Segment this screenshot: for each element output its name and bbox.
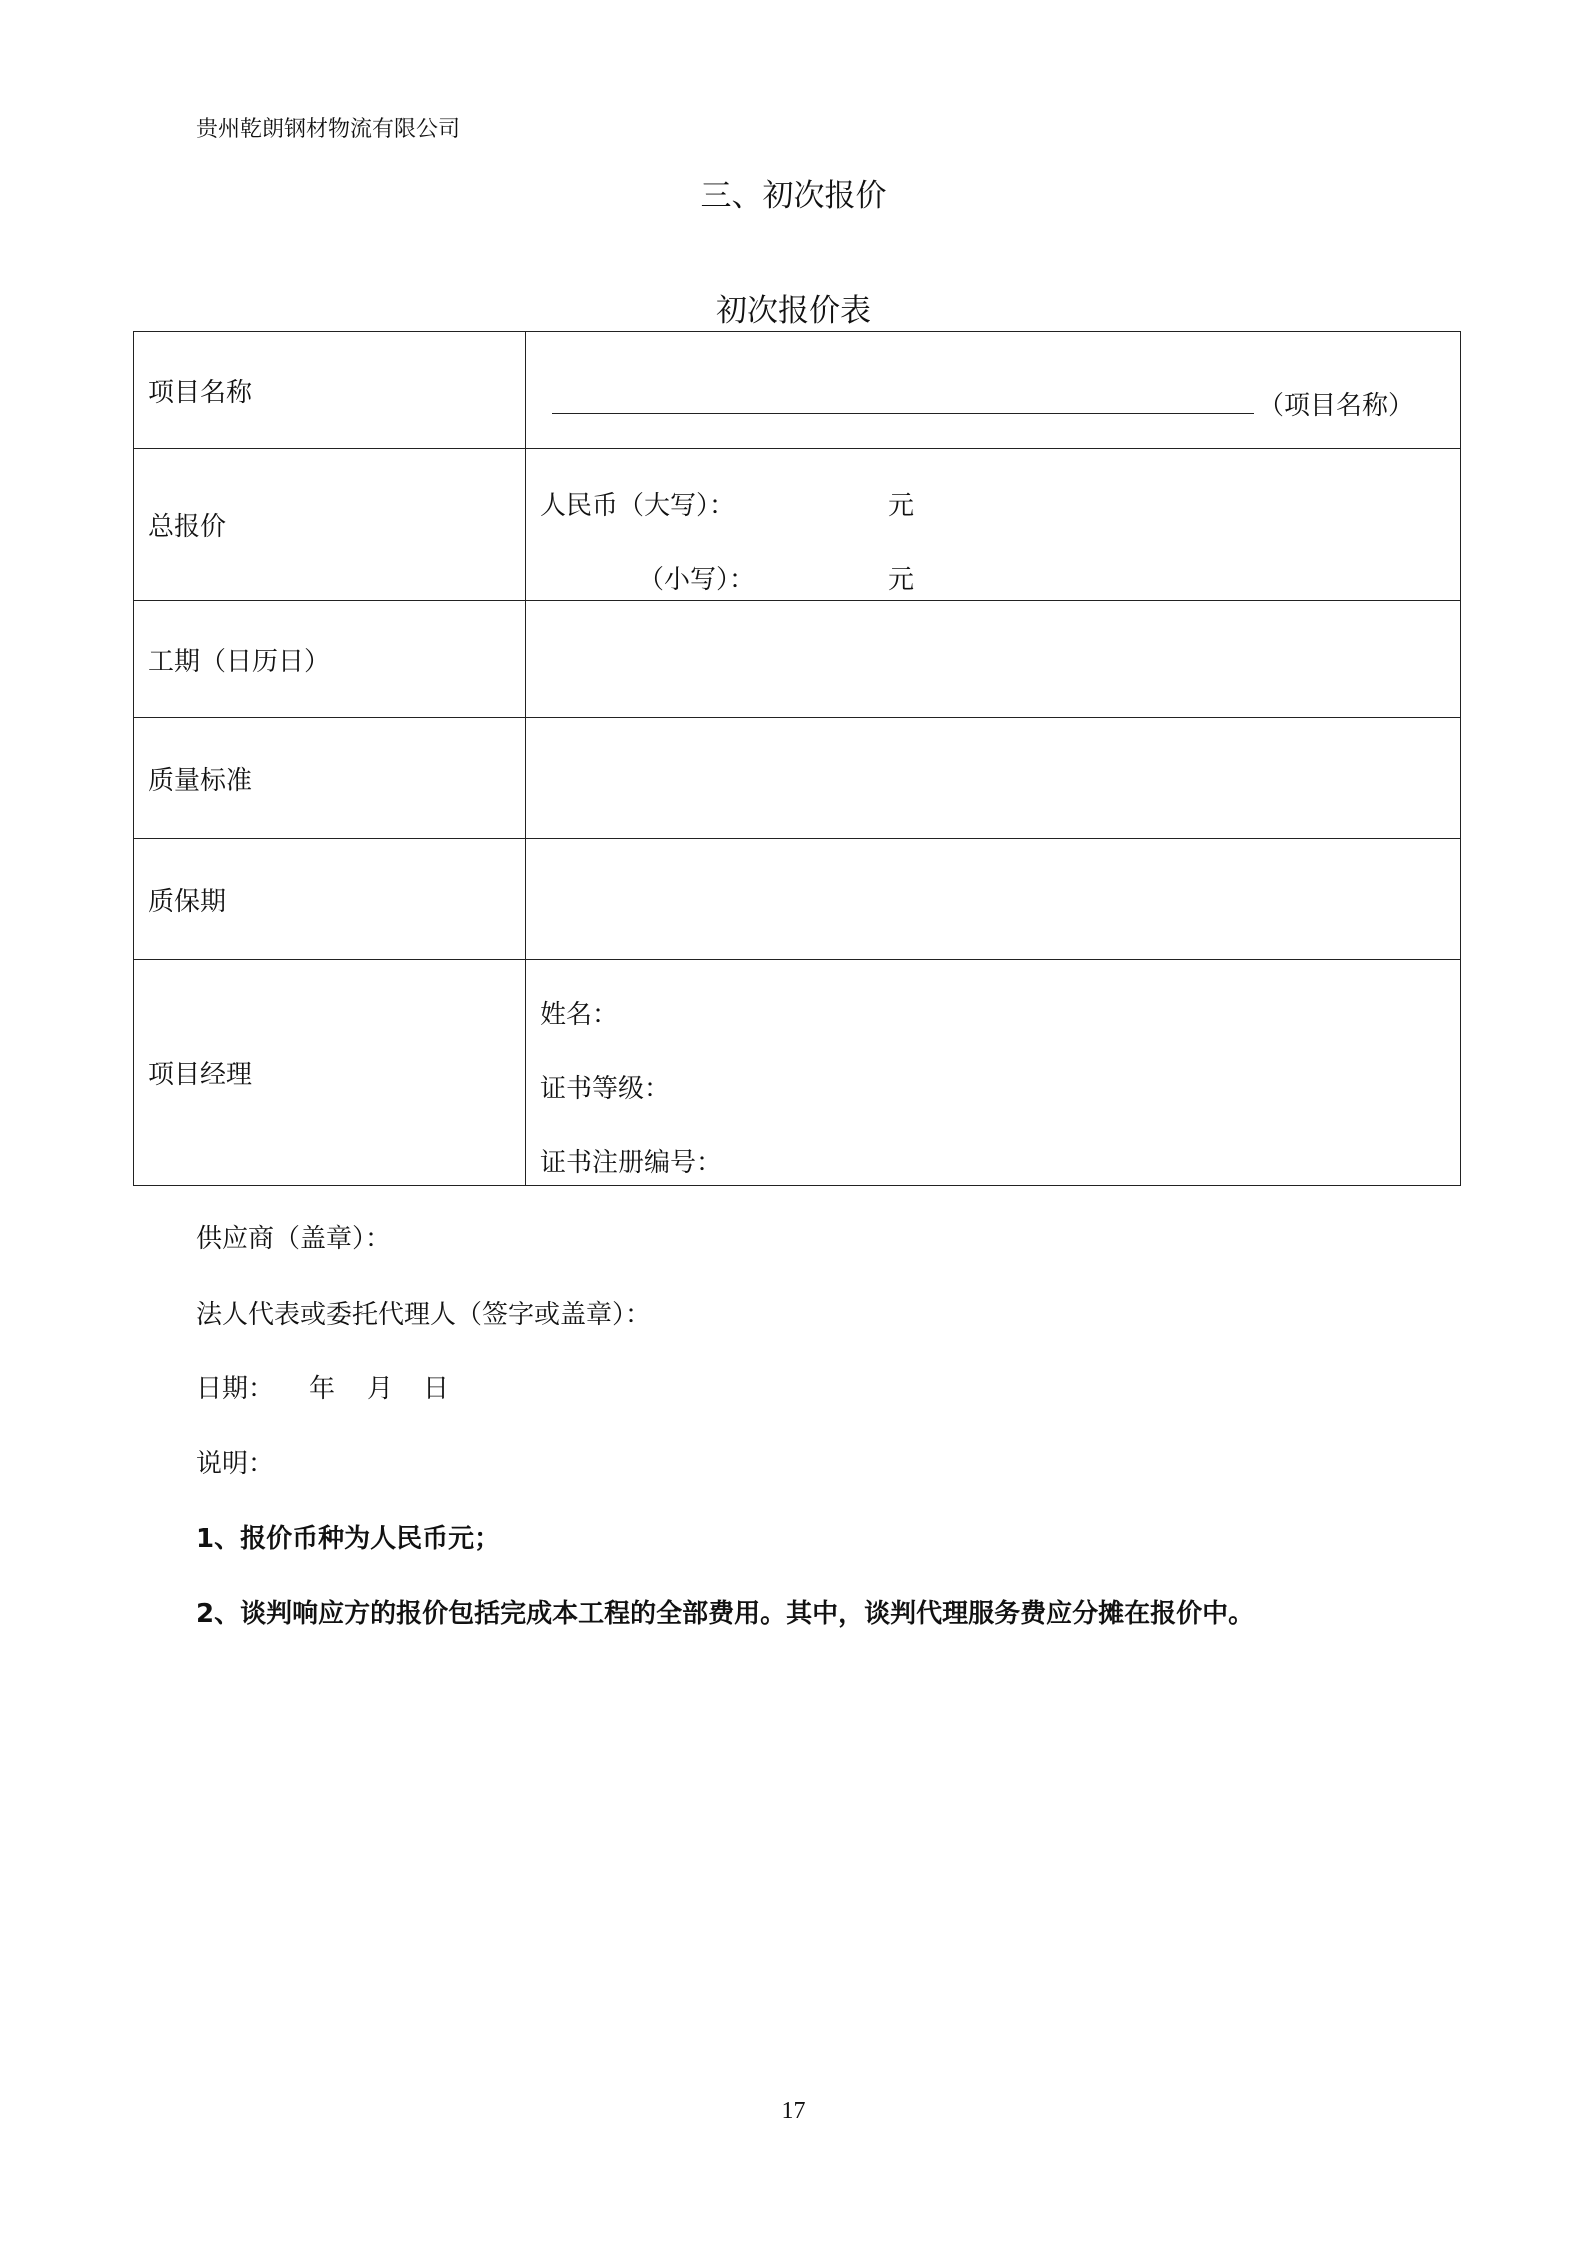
warranty-label: 质保期	[134, 839, 526, 960]
table-title: 初次报价表	[716, 293, 871, 329]
manager-label: 项目经理	[134, 960, 526, 1186]
date-year: 年	[309, 1374, 336, 1404]
project-name-cell	[526, 332, 1461, 449]
date-day: 日	[423, 1374, 450, 1404]
table-row	[134, 960, 1461, 1186]
quality-label: 质量标准	[134, 718, 526, 839]
total-price-cell	[526, 449, 1461, 601]
manager-cell	[526, 960, 1461, 1186]
table-row	[134, 601, 1461, 718]
price-lower-label: （小写）：	[638, 565, 756, 595]
date-label: 日期：	[196, 1374, 275, 1404]
table-row	[134, 332, 1461, 449]
notes-title: 说明：	[196, 1449, 275, 1479]
project-name-blank-line	[552, 412, 1254, 414]
total-price-label: 总报价	[134, 449, 526, 601]
project-name-suffix: （项目名称）	[1258, 391, 1415, 421]
price-lower-unit: 元	[888, 565, 915, 595]
legal-rep-label: 法人代表或委托代理人（签字或盖章）：	[196, 1300, 652, 1330]
page-number: 17	[781, 2098, 806, 2124]
date-line	[196, 1368, 496, 1402]
manager-cert-level-label: 证书等级：	[540, 1074, 671, 1104]
warranty-value-cell	[526, 839, 1461, 960]
quality-value-cell	[526, 718, 1461, 839]
note-item: 1、报价币种为人民币元；	[196, 1524, 501, 1554]
manager-cert-no-label: 证书注册编号：	[540, 1148, 723, 1178]
project-name-label: 项目名称	[134, 332, 526, 449]
duration-label: 工期（日历日）	[134, 601, 526, 718]
price-upper-unit: 元	[888, 491, 915, 521]
note-item: 2、谈判响应方的报价包括完成本工程的全部费用。其中，谈判代理服务费应分摊在报价中。	[196, 1599, 1255, 1629]
duration-value-cell	[526, 601, 1461, 718]
quote-table	[133, 331, 1461, 1186]
date-month: 月	[367, 1374, 394, 1404]
company-header: 贵州乾朗钢材物流有限公司	[196, 117, 461, 142]
table-row	[134, 449, 1461, 601]
price-upper-label: 人民币（大写）：	[540, 491, 736, 521]
manager-name-label: 姓名：	[540, 1000, 619, 1030]
table-row	[134, 839, 1461, 960]
section-title: 三、初次报价	[700, 178, 887, 214]
supplier-seal-label: 供应商（盖章）：	[196, 1224, 392, 1254]
table-row	[134, 718, 1461, 839]
